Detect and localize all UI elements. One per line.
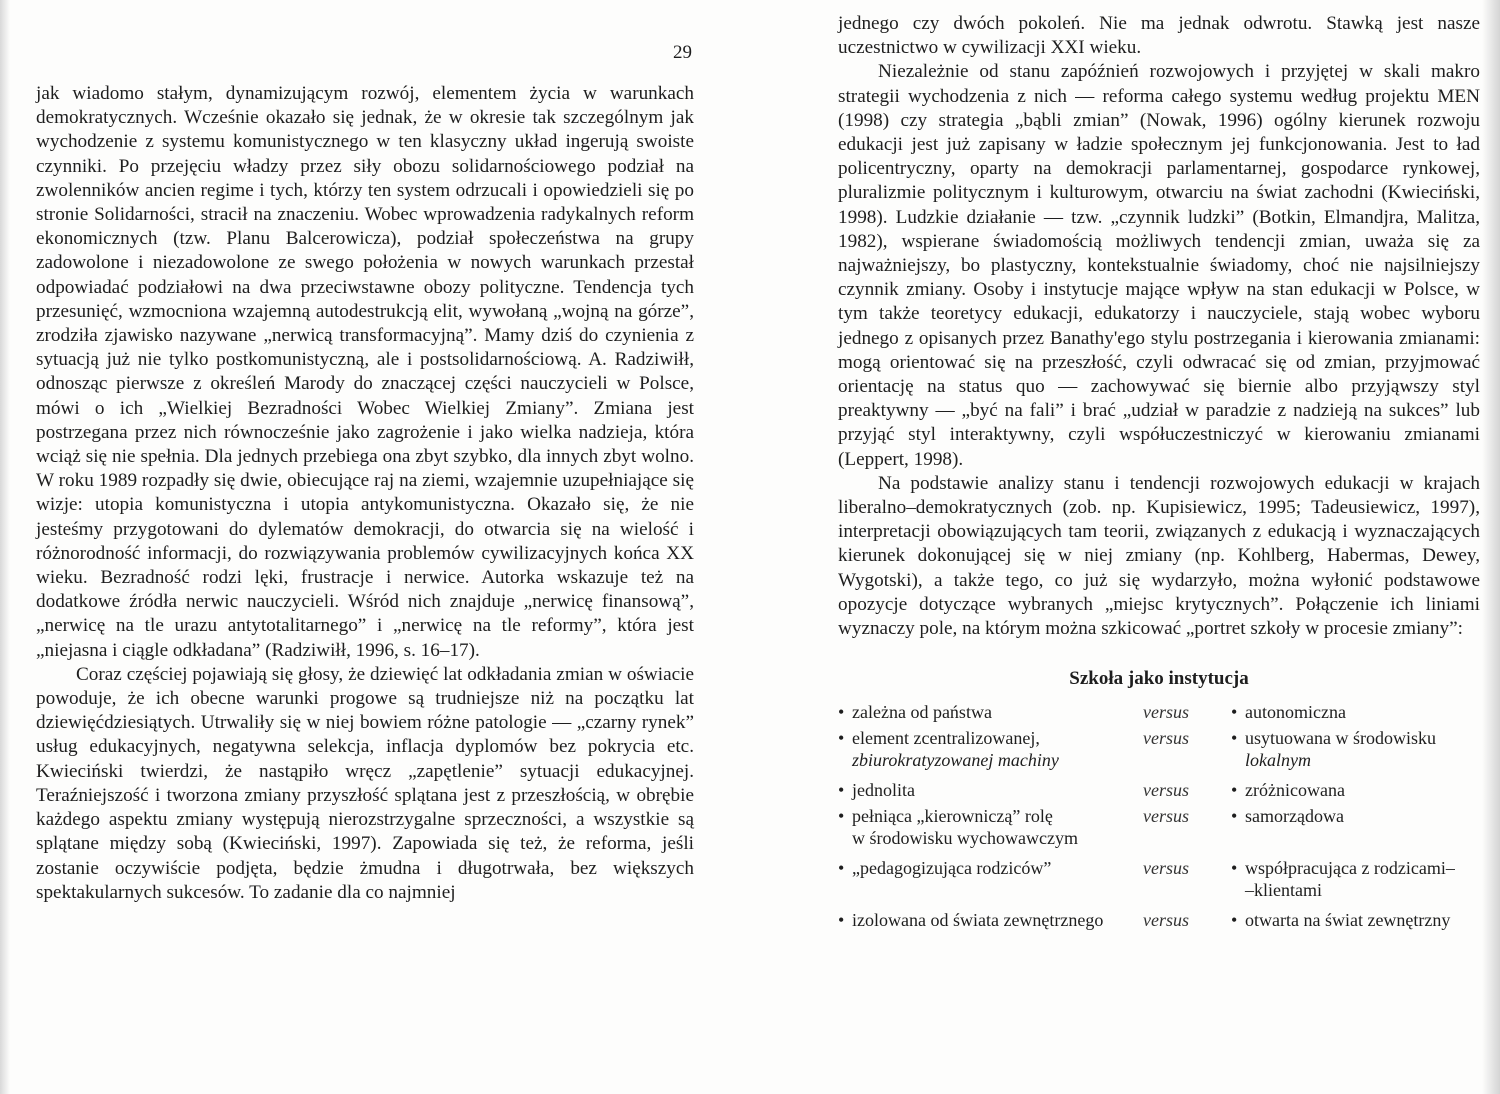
bullet-marker: • — [1231, 728, 1238, 749]
opposition-row — [838, 909, 1480, 931]
opposition-right-text — [1245, 701, 1480, 723]
versus-label: versus — [1143, 806, 1189, 827]
opposition-row — [838, 727, 1480, 771]
opposition-left — [838, 857, 1143, 879]
oppositions-list — [838, 701, 1480, 931]
page-edge-shadow-left — [0, 0, 10, 1094]
paragraph: jednego czy dwóch pokoleń. Nie ma jednak odwrotu. Stawką jest nasze uczestnictwo w cywilizacji XXI wieku. — [838, 13, 1480, 59]
versus-label: versus — [1143, 728, 1189, 749]
opposition-line: „pedagogizująca rodziców” — [852, 858, 1052, 879]
versus-label: versus — [1143, 858, 1189, 879]
opposition-left-text — [852, 727, 1143, 771]
left-page-text — [36, 82, 694, 905]
page-edge-shadow-right — [1482, 0, 1500, 1094]
opposition-row — [838, 805, 1480, 849]
bullet-marker: • — [1231, 806, 1238, 827]
opposition-right — [1231, 701, 1480, 723]
opposition-right-text — [1245, 779, 1480, 801]
opposition-line: zbiurokratyzowanej machiny — [852, 750, 1059, 771]
opposition-line: –klientami — [1245, 880, 1322, 901]
opposition-right — [1231, 727, 1480, 771]
bullet-marker: • — [1231, 910, 1238, 931]
opposition-line: jednolita — [852, 780, 915, 801]
opposition-right-text — [1245, 909, 1480, 931]
bullet-marker: • — [838, 858, 845, 879]
opposition-row — [838, 857, 1480, 901]
versus-label: versus — [1143, 702, 1189, 723]
opposition-row — [838, 701, 1480, 723]
opposition-left — [838, 909, 1143, 931]
section-title: Szkoła jako instytucja — [1069, 668, 1249, 690]
opposition-right — [1231, 779, 1480, 801]
bullet-marker: • — [838, 702, 845, 723]
opposition-right-text — [1245, 857, 1480, 901]
bullet-marker: • — [838, 780, 845, 801]
opposition-line: zależna od państwa — [852, 702, 992, 723]
opposition-right — [1231, 857, 1480, 901]
opposition-line: zróżnicowana — [1245, 780, 1345, 801]
opposition-left-text — [852, 805, 1143, 849]
opposition-right-text — [1245, 805, 1480, 827]
opposition-line: otwarta na świat zewnętrzny — [1245, 910, 1451, 931]
opposition-line: w środowisku wychowawczym — [852, 828, 1078, 849]
opposition-right-text — [1245, 727, 1480, 771]
bullet-marker: • — [838, 910, 845, 931]
opposition-left-text — [852, 909, 1143, 931]
paragraph: Coraz częściej pojawiają się głosy, że dziewięć lat odkładania zmian w oświacie powoduje, że ich obecne warunki progowe są trudniejsze niż na początku lat dziewięćdziesiątych. Utrwaliły się w niej bowiem różne patologie — „czarny rynek” usług edukacyjnych, negatywna selekcja, inflacja dyplomów bez pokrycia etc. Kwieciński twierdzi, że nastąpiło wręcz „zapętlenie” sytuacji edukacyjnej. Teraźniejszość i tworzona zmiany przyszłość splątana jest z przeszłością, w obrębie każdego aspektu zmiany występują nierozstrzygalne sprzeczności, a wszystkie są splątane między sobą (Kwieciński, 1997). Zapowiada się też, że reforma, jeśli zostanie oczywiście podjęta, będzie żmudna i długotrwała, bez większych spektakularnych sukcesów. To zadanie dla co najmniej — [36, 663, 694, 903]
page-number: 29 — [673, 42, 692, 63]
bullet-marker: • — [1231, 780, 1238, 801]
bullet-marker: • — [1231, 702, 1238, 723]
versus-label: versus — [1143, 910, 1189, 931]
opposition-left-text — [852, 779, 1143, 801]
opposition-line: lokalnym — [1245, 750, 1311, 771]
opposition-left — [838, 701, 1143, 723]
opposition-right — [1231, 805, 1480, 827]
bullet-marker: • — [838, 728, 845, 749]
right-page-text — [838, 12, 1480, 935]
opposition-line: element zcentralizowanej, — [852, 728, 1040, 749]
opposition-right — [1231, 909, 1480, 931]
versus-label: versus — [1143, 780, 1189, 801]
paragraph: jak wiadomo stałym, dynamizującym rozwój, elementem życia w warunkach demokratycznych. Wcześnie okazało się jednak, że w okresie tak szczególnym jak wychodzenie z systemu komunistycznego w ten klasyczny układ ingerują swoiste czynniki. Po przejęciu władzy przez siły obozu solidarnościowego podział na zwolenników ancien regime i tych, którzy ten system odrzucali i opowiedzieli się po stronie Solidarności, stracił na znaczeniu. Wobec wprowadzenia radykalnych reform ekonomicznych (tzw. Planu Balcerowicza), podział społeczeństwa na grupy zadowolone i niezadowolone ze swego położenia w nowych warunkach przestał odpowiadać podziałowi na dwa przeciwstawne obozy polityczne. Tendencja tych przesunięć, wzmocniona wzajemną autodestrukcją elit, wywołaną „wojną na górze”, zrodziła zjawisko nazywane „nerwicą transformacyjną”. Mamy dziś do czynienia z sytuacją już nie tylko postkomunistyczną, ale i postsolidarnościową. A. Radziwiłł, odnosząc pierwsze z określeń Marody do znaczącej części nauczycieli w Polsce, mówi o ich „Wielkiej Bezradności Wobec Wielkiej Zmiany”. Zmiana jest postrzegana przez nich równocześnie jako zagrożenie i jako wielka nadzieja, która wciąż się nie spełnia. Dla jednych przebiega ona zbyt szybko, dla innych zbyt wolno. W roku 1989 rozpadły się dwie, obiecujące raj na ziemi, wzajemnie uzupełniające się wizje: utopia komunistyczna i utopia antykomunistyczna. Okazało się, że nie jesteśmy przygotowani do dylematów demokracji, do otwarcia się na wielość i różnorodność informacji, do rozwiązywania problemów cywilizacyjnych końca XX wieku. Bezradność rodzi lęki, frustracje i nerwice. Autorka wskazuje też na dodatkowe źródła nerwic nauczycieli. Wśród nich znajduje „nerwicę finansową”, „nerwicę na tle urazu antytotalitarnego” i „nerwicę na tle reformy”, która jest „niejasna i ciągle odkładana” (Radziwiłł, 1996, s. 16–17). — [36, 83, 694, 661]
opposition-line: samorządowa — [1245, 806, 1344, 827]
opposition-left — [838, 805, 1143, 849]
paragraph: Niezależnie od stanu zapóźnień rozwojowych i przyjętej w skali makro strategii wychodzenia z nich — reforma całego systemu według projektu MEN (1998) czy strategia „bąbli zmian” (Nowak, 1996) ogólny kierunek rozwoju edukacji jest już zapisany w ładzie społecznym jej funkcjonowania. Jest to ład policentryczny, oparty na demokracji parlamentarnej, gospodarce rynkowej, pluralizmie politycznym i kulturowym, otwarciu na świat zachodni (Kwieciński, 1998). Ludzkie działanie — tzw. „czynnik ludzki” (Botkin, Elmandjra, Malitza, 1982), wspierane świadomością możliwych tendencji zmian, uważa się za najważniejszy, bo plastyczny, kontekstualnie świadomy, choć nie najsilniejszy czynnik zmiany. Osoby i instytucje mające wpływ na stan edukacji w Polsce, w tym także teoretycy edukacji, edukatorzy i nauczyciele, stają wobec wyboru jednego z opisanych przez Banathy'ego stylu postrzegania i kierowania zmianami: mogą orientować się na przeszłość, czyli odwracać się od zmian, przyjmować orientację na status quo — zachowywać się biernie albo przyjąwszy styl preaktywny — „być na fali” i brać „udział w paradzie z nadzieją na sukces” lub przyjąć styl interaktywny, czyli współuczestniczyć w kierowaniu zmianami (Leppert, 1998). — [838, 61, 1480, 470]
opposition-line: autonomiczna — [1245, 702, 1346, 723]
opposition-left — [838, 727, 1143, 771]
opposition-line: współpracująca z rodzicami– — [1245, 858, 1455, 879]
opposition-left-text — [852, 857, 1143, 879]
opposition-line: pełniąca „kierowniczą” rolę — [852, 806, 1053, 827]
opposition-line: usytuowana w środowisku — [1245, 728, 1436, 749]
bullet-marker: • — [1231, 858, 1238, 879]
opposition-left-text — [852, 701, 1143, 723]
opposition-row — [838, 779, 1480, 801]
paragraph: Na podstawie analizy stanu i tendencji rozwojowych edukacji w krajach liberalno–demokratycznych (zob. np. Kupisiewicz, 1995; Tadeusiewicz, 1997), interpretacji obowiązujących tam teorii, związanych z edukacją i wyznaczających kierunek dokonującej się w niej zmiany (np. Kohlberg, Habermas, Dewey, Wygotski), a także tego, co już się wydarzyło, można wyłonić podstawowe opozycje dotyczące wybranych „miejsc krytycznych”. Połączenie ich liniami wyznaczy pole, na którym można szkicować „portret szkoły w procesie zmiany”: — [838, 472, 1480, 640]
opposition-line: izolowana od świata zewnętrznego — [852, 910, 1104, 931]
bullet-marker: • — [838, 806, 845, 827]
opposition-left — [838, 779, 1143, 801]
